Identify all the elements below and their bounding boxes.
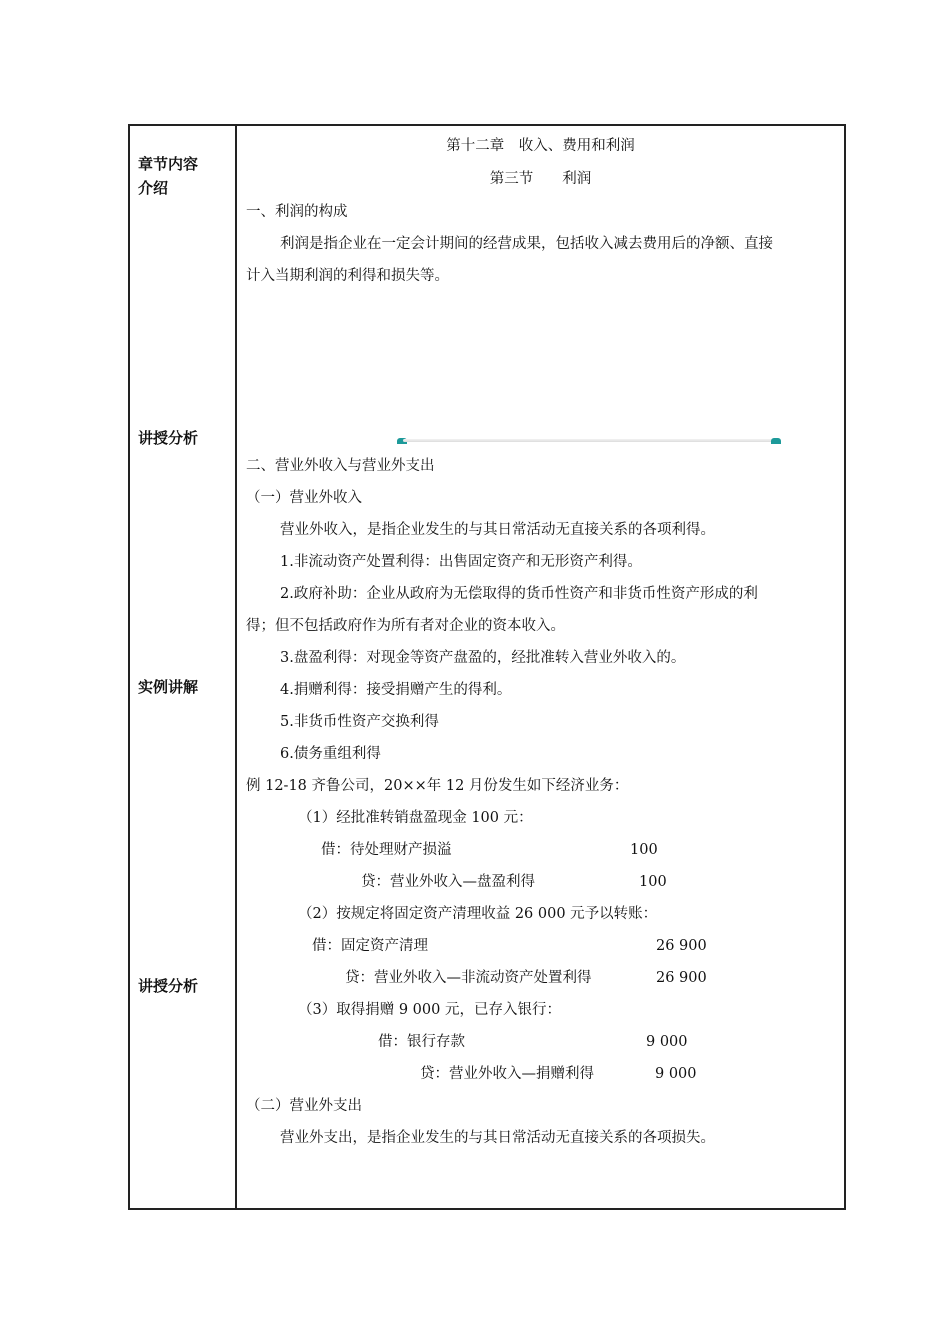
entry1-debit: 借：待处理财产损溢 xyxy=(321,842,452,858)
chapter-title: 第十二章 收入、费用和利润 xyxy=(446,138,635,154)
label-lecture-analysis-2: 讲授分析 xyxy=(138,977,199,995)
part2-sub1: （一）营业外收入 xyxy=(246,490,362,506)
list-item: 1.非流动资产处置利得：出售固定资产和无形资产利得。 xyxy=(280,554,642,570)
entry1-desc: （1）经批准转销盘盈现金 100 元： xyxy=(298,810,533,826)
lesson-table xyxy=(128,124,846,1210)
example-intro: 例 12-18 齐鲁公司，20××年 12 月份发生如下经济业务： xyxy=(246,778,629,794)
scrollbar-right-handle[interactable] xyxy=(771,438,781,444)
list-item: 4.捐赠利得：接受捐赠产生的得利。 xyxy=(280,682,512,698)
part2-def2: 营业外支出，是指企业发生的与其日常活动无直接关系的各项损失。 xyxy=(280,1130,715,1146)
section-title: 第三节 利润 xyxy=(489,171,592,187)
part2-heading: 二、营业外收入与营业外支出 xyxy=(246,458,435,474)
entry3-debit-amount: 9 000 xyxy=(646,1034,688,1050)
entry3-credit-amount: 9 000 xyxy=(655,1066,697,1082)
entry2-debit: 借：固定资产清理 xyxy=(312,938,428,954)
list-item: 2.政府补助：企业从政府为无偿取得的货币性资产和非货币性资产形成的利 xyxy=(280,586,758,602)
entry2-debit-amount: 26 900 xyxy=(656,938,707,954)
label-lecture-analysis-1: 讲授分析 xyxy=(138,429,199,447)
entry3-debit: 借：银行存款 xyxy=(378,1034,465,1050)
entry1-credit: 贷：营业外收入—盘盈利得 xyxy=(361,874,535,890)
entry2-credit-amount: 26 900 xyxy=(656,970,707,986)
part2-sub2: （二）营业外支出 xyxy=(246,1098,362,1114)
entry3-credit: 贷：营业外收入—捐赠利得 xyxy=(420,1066,594,1082)
part2-def: 营业外收入，是指企业发生的与其日常活动无直接关系的各项利得。 xyxy=(280,522,715,538)
list-item: 得；但不包括政府作为所有者对企业的资本收入。 xyxy=(246,618,565,634)
part1-para-line2: 计入当期利润的利得和损失等。 xyxy=(246,268,449,284)
list-item: 5.非货币性资产交换利得 xyxy=(280,714,439,730)
content-column xyxy=(237,126,844,1208)
horizontal-scrollbar[interactable] xyxy=(397,438,781,444)
scrollbar-track[interactable] xyxy=(403,439,775,442)
label-example: 实例讲解 xyxy=(138,678,199,696)
list-item: 6.债务重组利得 xyxy=(280,746,381,762)
entry2-desc: （2）按规定将固定资产清理收益 26 000 元予以转账： xyxy=(298,906,658,922)
entry1-credit-amount: 100 xyxy=(639,874,667,890)
entry1-debit-amount: 100 xyxy=(630,842,658,858)
entry3-desc: （3）取得捐赠 9 000 元，已存入银行： xyxy=(298,1002,561,1018)
list-item: 3.盘盈利得：对现金等资产盘盈的，经批准转入营业外收入的。 xyxy=(280,650,686,666)
entry2-credit: 贷：营业外收入—非流动资产处置利得 xyxy=(345,970,592,986)
part1-para-line1: 利润是指企业在一定会计期间的经营成果，包括收入减去费用后的净额、直接 xyxy=(280,236,773,252)
label-chapter-intro: 章节内容 介绍 xyxy=(138,155,199,197)
part1-heading: 一、利润的构成 xyxy=(246,204,348,220)
